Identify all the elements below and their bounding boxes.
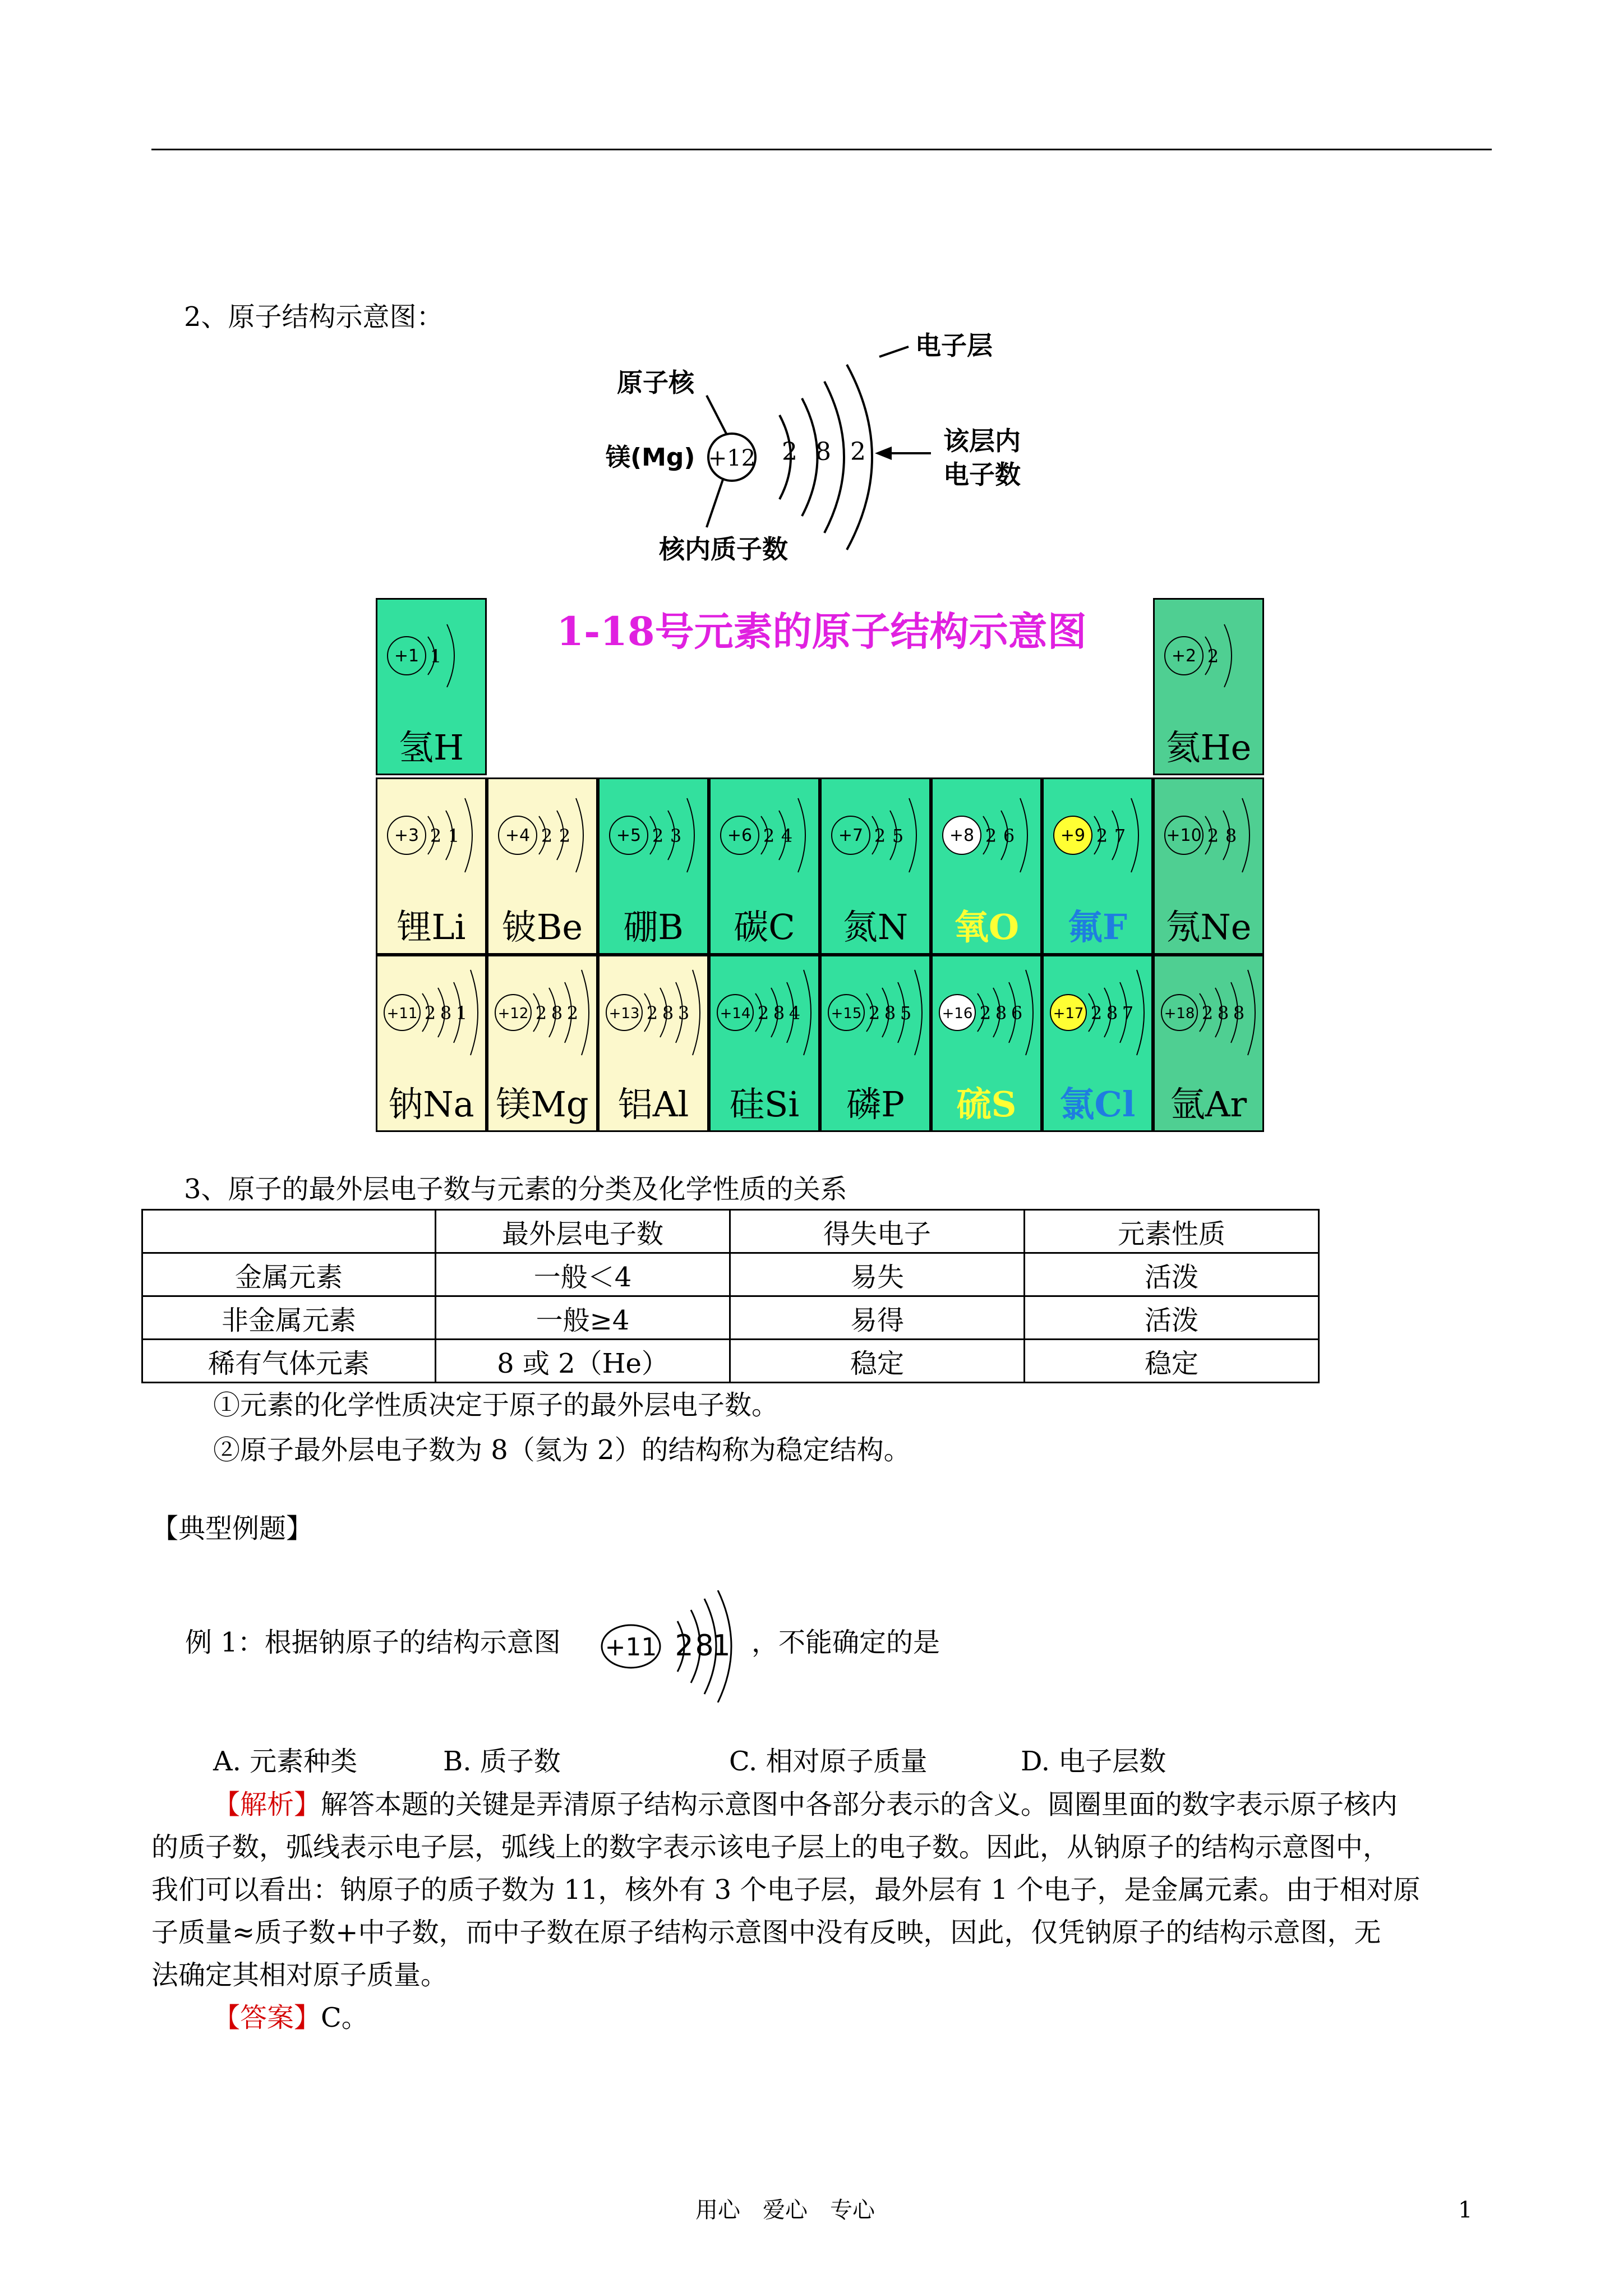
- answer-tag: 【答案】: [213, 2002, 321, 2033]
- table-header-row: [142, 1210, 1319, 1253]
- nucleus-charge: +2: [1171, 646, 1197, 666]
- shell-electron-count: 2: [424, 1002, 436, 1024]
- nucleus-charge: +6: [727, 826, 753, 845]
- shell-electron-count: 2: [430, 825, 442, 846]
- element-cell: [598, 955, 709, 1132]
- element-name: 硫S: [956, 1084, 1017, 1125]
- periodic-table-1-18: [376, 598, 1267, 1141]
- option-c: C. 相对原子质量: [729, 1746, 928, 1777]
- diagram-shell-1: 2: [782, 438, 797, 466]
- shell-electron-count: 2: [1090, 1002, 1103, 1024]
- shell-electron-count: 8: [884, 1002, 896, 1024]
- table-cell: 非金属元素: [142, 1296, 436, 1340]
- table-row: [142, 1296, 1319, 1340]
- electron-shell-arc: [1137, 970, 1144, 1055]
- nucleus-charge: +14: [720, 1005, 751, 1022]
- shell-electron-count: 2: [1201, 1002, 1214, 1024]
- electron-shell-arc: [909, 798, 916, 872]
- nucleus-charge: +4: [505, 826, 531, 845]
- nucleus-charge: +9: [1060, 826, 1086, 845]
- element-cell: [931, 955, 1042, 1132]
- shell-electron-count: 2: [1207, 825, 1219, 846]
- element-name: 氯Cl: [1059, 1084, 1136, 1125]
- element-cell: [1153, 955, 1264, 1132]
- element-cell: [820, 777, 931, 955]
- example-shell-2: 8: [695, 1629, 714, 1663]
- table-cell: 活泼: [1025, 1296, 1319, 1340]
- electron-shell-arc: [798, 798, 805, 872]
- shell-electron-count: 3: [677, 1002, 690, 1024]
- electron-shell-arc: [804, 970, 811, 1055]
- na-structure-diagram: [594, 1590, 763, 1703]
- shell-electron-count: 2: [757, 1002, 769, 1024]
- shell-electron-count: 2: [985, 825, 997, 846]
- example-diagram-charge: +11: [605, 1633, 657, 1662]
- table-header-cell: [142, 1210, 436, 1253]
- table-cell: 稳定: [730, 1340, 1025, 1383]
- element-name: 氮N: [842, 907, 909, 947]
- analysis-line-4: 子质量≈质子数+中子数，而中子数在原子结构示意图中没有反映，因此，仅凭钠原子的结构示意图，无: [151, 1917, 1381, 1948]
- example1-suffix: ，不能确定的是: [751, 1627, 940, 1658]
- shell-electron-count: 6: [1003, 825, 1015, 846]
- element-name: 氧O: [953, 907, 1019, 947]
- shell-electron-count: 2: [763, 825, 775, 846]
- table-header-cell: 最外层电子数: [436, 1210, 730, 1253]
- shell-electron-count: 8: [551, 1002, 563, 1024]
- element-cell: [1153, 777, 1264, 955]
- element-cell: [820, 955, 931, 1132]
- element-name: 钠Na: [388, 1084, 474, 1125]
- shell-electron-count: 4: [789, 1002, 801, 1024]
- shell-electron-count: 2: [566, 1002, 579, 1024]
- analysis-line-1: [213, 1788, 1398, 1821]
- shell-electron-count: 1: [455, 1002, 468, 1024]
- electron-shell-arc: [1224, 624, 1232, 687]
- element-cell: [709, 777, 820, 955]
- nucleus-charge: +10: [1166, 826, 1202, 845]
- element-cell: [931, 777, 1042, 955]
- electron-shell-arc: [447, 624, 454, 687]
- element-name: 锂Li: [396, 907, 466, 947]
- electron-shell-arc: [1248, 970, 1255, 1055]
- nucleus-charge: +12: [497, 1005, 529, 1022]
- element-cell: [1153, 598, 1264, 775]
- electron-shell-arc: [1131, 798, 1138, 872]
- shell-electron-count: 2: [979, 1002, 992, 1024]
- example-shell-3: 1: [712, 1629, 731, 1663]
- electron-shell-arc: [687, 798, 694, 872]
- electron-shell-arc: [576, 798, 583, 872]
- element-name: 硼B: [623, 907, 684, 947]
- electron-shell-arc: [582, 970, 589, 1055]
- shell-electron-count: 5: [892, 825, 904, 846]
- analysis-line-3: 我们可以看出：钠原子的质子数为 11，核外有 3 个电子层，最外层有 1 个电子，是金属元素。由于相对原: [151, 1874, 1421, 1906]
- periodic-title: 1-18号元素的原子结构示意图: [556, 608, 1087, 655]
- shell-electron-count: 7: [1114, 825, 1126, 846]
- electron-shell-arc: [1026, 970, 1033, 1055]
- properties-table: [141, 1209, 1320, 1383]
- element-name: 铝Al: [617, 1084, 689, 1125]
- note-1: ①元素的化学性质决定于原子的最外层电子数。: [213, 1389, 779, 1421]
- section3-title: 3、原子的最外层电子数与元素的分类及化学性质的关系: [184, 1174, 847, 1205]
- electron-shell-arc: [465, 798, 472, 872]
- shell-electron-count: 2: [1096, 825, 1108, 846]
- nucleus-charge: +5: [616, 826, 642, 845]
- electron-shell-arc: [1020, 798, 1027, 872]
- nucleus-charge: +16: [942, 1005, 973, 1022]
- table-row: [142, 1253, 1319, 1296]
- diagram-label-count-2: 电子数: [943, 459, 1021, 490]
- element-cell: [487, 777, 598, 955]
- shell-electron-count: 2: [868, 1002, 880, 1024]
- table-cell: 金属元素: [142, 1253, 436, 1296]
- nucleus-charge: +13: [608, 1005, 640, 1022]
- element-name: 氦He: [1165, 727, 1252, 768]
- shell-electron-count: 1: [448, 825, 460, 846]
- diagram-label-count-1: 该层内: [943, 426, 1021, 456]
- nucleus-charge: +1: [394, 646, 419, 666]
- nucleus-charge: +15: [831, 1005, 862, 1022]
- element-cell: [376, 777, 487, 955]
- mg-structure-diagram: [572, 325, 1066, 578]
- shell-electron-count: 6: [1011, 1002, 1023, 1024]
- element-name: 氩Ar: [1170, 1084, 1247, 1125]
- shell-electron-count: 8: [662, 1002, 674, 1024]
- shell-electron-count: 8: [1217, 1002, 1229, 1024]
- electron-shell-arc: [1242, 798, 1249, 872]
- example-shell-1: 2: [675, 1629, 694, 1663]
- footer-motto: 用心 爱心 专心: [695, 2197, 875, 2223]
- table-cell: 易失: [730, 1253, 1025, 1296]
- table-cell: 一般＜4: [436, 1253, 730, 1296]
- table-cell: 活泼: [1025, 1253, 1319, 1296]
- table-header-cell: 得失电子: [730, 1210, 1025, 1253]
- element-name: 硅Si: [729, 1084, 800, 1125]
- page-number: 1: [1458, 2197, 1473, 2223]
- header-rule: [151, 149, 1492, 150]
- table-cell: 稀有气体元素: [142, 1340, 436, 1383]
- diagram-shell-2: 8: [815, 438, 831, 466]
- analysis-text: 解答本题的关键是弄清原子结构示意图中各部分表示的含义。圆圈里面的数字表示原子核内: [321, 1789, 1398, 1820]
- nucleus-charge: +17: [1053, 1005, 1084, 1022]
- table-cell: 易得: [730, 1296, 1025, 1340]
- element-name: 氖Ne: [1165, 907, 1252, 947]
- diagram-label-nucleus: 原子核: [617, 367, 694, 398]
- element-cell: [376, 955, 487, 1132]
- analysis-tag: 【解析】: [213, 1789, 321, 1820]
- analysis-line-5: 法确定其相对原子质量。: [151, 1959, 448, 1991]
- element-name: 碳C: [734, 907, 795, 947]
- diagram-shell-3: 2: [850, 438, 866, 466]
- electron-shell-arc: [693, 970, 700, 1055]
- diagram-label-shell: 电子层: [915, 330, 993, 361]
- option-d: D. 电子层数: [1021, 1746, 1166, 1777]
- shell-electron-count: 2: [652, 825, 664, 846]
- shell-electron-count: 8: [995, 1002, 1007, 1024]
- table-row: [142, 1340, 1319, 1383]
- example1-prefix: 例 1：根据钠原子的结构示意图: [185, 1627, 561, 1658]
- table-cell: 稳定: [1025, 1340, 1319, 1383]
- table-cell: 8 或 2（He）: [436, 1340, 730, 1383]
- element-name: 氟F: [1067, 907, 1128, 947]
- element-cell: [1042, 955, 1153, 1132]
- shell-electron-count: 2: [535, 1002, 547, 1024]
- shell-electron-count: 5: [900, 1002, 912, 1024]
- section2-title: 2、原子结构示意图：: [184, 301, 444, 333]
- table-header-cell: 元素性质: [1025, 1210, 1319, 1253]
- nucleus-charge: +8: [949, 826, 975, 845]
- nucleus-charge: +7: [838, 826, 864, 845]
- shell-electron-count: 8: [1225, 825, 1237, 846]
- element-cell: [598, 777, 709, 955]
- shell-electron-count: 7: [1122, 1002, 1134, 1024]
- shell-electron-count: 3: [670, 825, 682, 846]
- element-name: 镁Mg: [496, 1084, 589, 1125]
- shell-electron-count: 2: [1207, 646, 1219, 667]
- element-cell: [487, 955, 598, 1132]
- diagram-nucleus-charge: +12: [708, 445, 756, 471]
- diagram-label-element: 镁(Mg): [606, 443, 695, 472]
- example-heading: 【典型例题】: [151, 1513, 313, 1544]
- electron-shell-arc: [471, 970, 478, 1055]
- note-2: ②原子最外层电子数为 8（氦为 2）的结构称为稳定结构。: [213, 1434, 911, 1466]
- shell-electron-count: 8: [1233, 1002, 1245, 1024]
- answer-line: [213, 2001, 368, 2035]
- shell-electron-count: 2: [646, 1002, 658, 1024]
- answer-text: C。: [321, 2002, 368, 2033]
- element-name: 铍Be: [501, 907, 583, 947]
- shell-electron-count: 2: [874, 825, 886, 846]
- table-cell: 一般≥4: [436, 1296, 730, 1340]
- shell-electron-count: 2: [559, 825, 571, 846]
- shell-electron-count: 4: [781, 825, 793, 846]
- shell-electron-count: 8: [440, 1002, 452, 1024]
- shell-electron-count: 8: [773, 1002, 785, 1024]
- analysis-line-2: 的质子数，弧线表示电子层，弧线上的数字表示该电子层上的电子数。因此，从钠原子的结构示意图中，: [151, 1832, 1390, 1863]
- option-b: B. 质子数: [443, 1746, 561, 1777]
- shell-electron-count: 8: [1106, 1002, 1118, 1024]
- nucleus-charge: +11: [386, 1005, 418, 1022]
- nucleus-charge: +18: [1164, 1005, 1195, 1022]
- shell-electron-count: 1: [430, 646, 442, 667]
- diagram-label-protons: 核内质子数: [659, 534, 788, 564]
- nucleus-charge: +3: [394, 826, 419, 845]
- shell-electron-count: 2: [541, 825, 553, 846]
- element-cell: [1042, 777, 1153, 955]
- element-name: 氢H: [398, 727, 464, 768]
- electron-shell-arc: [915, 970, 922, 1055]
- element-name: 磷P: [846, 1084, 905, 1125]
- element-cell: [709, 955, 820, 1132]
- element-cell: [376, 598, 487, 775]
- option-a: A. 元素种类: [213, 1746, 358, 1777]
